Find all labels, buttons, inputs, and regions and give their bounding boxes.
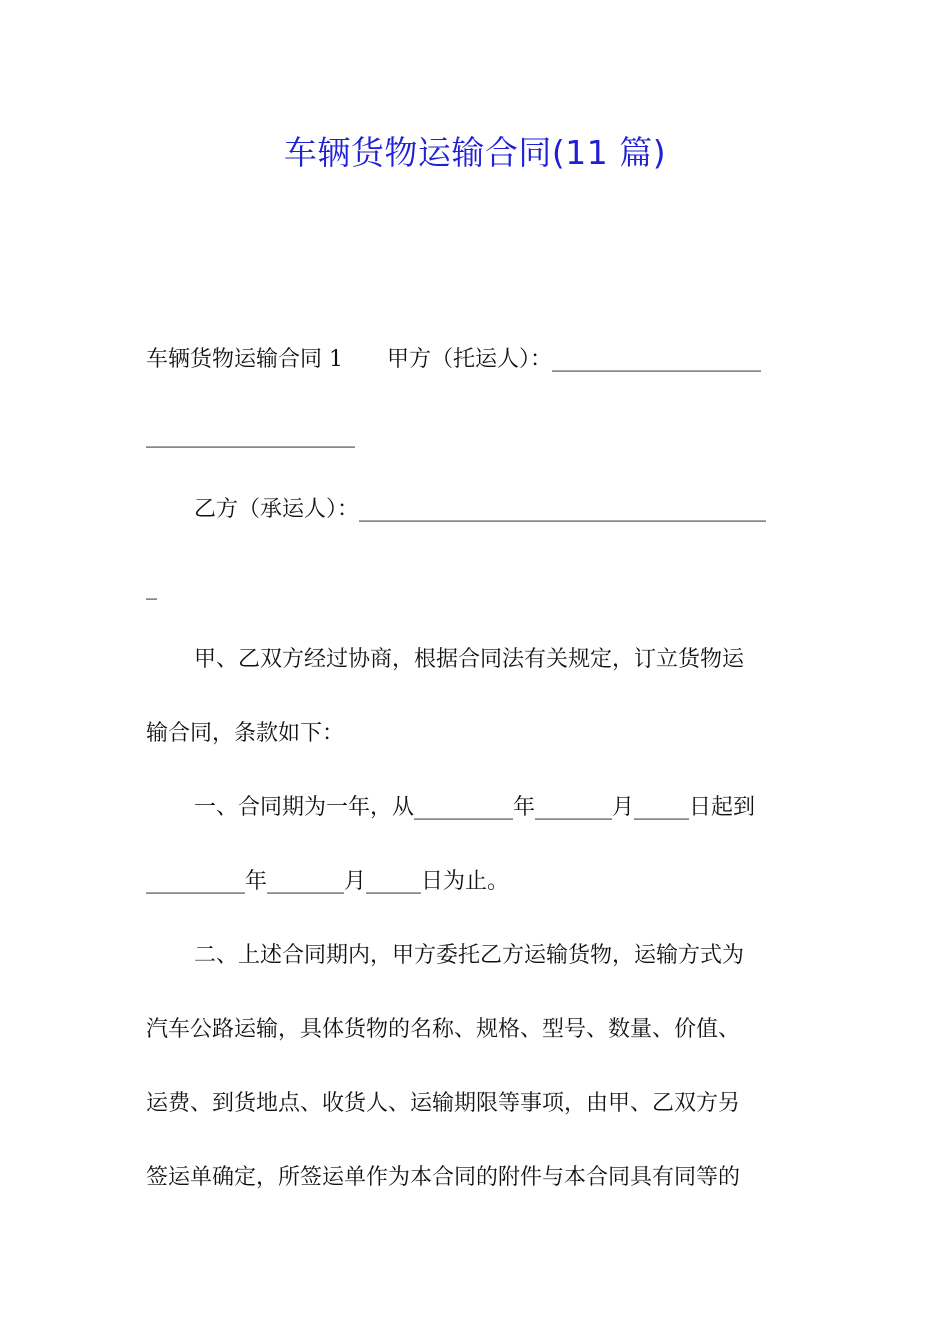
text-line: _ <box>146 575 157 600</box>
text-line: 运费、到货地点、收货人、运输期限等事项，由甲、乙双方另 <box>146 1091 741 1116</box>
text-line: 输合同，条款如下： <box>146 721 345 746</box>
text-line: ___________________ <box>146 423 355 448</box>
text-line: 汽车公路运输，具体货物的名称、规格、型号、数量、价值、 <box>146 1017 741 1042</box>
document-title: 车辆货物运输合同(11 篇) <box>283 133 667 172</box>
text-line: _________年_______月_____日为止。 <box>146 869 510 894</box>
text-line: 签运单确定，所签运单作为本合同的附件与本合同具有同等的 <box>146 1165 741 1190</box>
text-line: 甲、乙双方经过协商，根据合同法有关规定，订立货物运 <box>194 647 745 672</box>
text-line: 二、上述合同期内，甲方委托乙方运输货物，运输方式为 <box>194 943 745 968</box>
text-line: 乙方（承运人）：_____________________________________ <box>194 497 767 522</box>
text-line: 车辆货物运输合同 1 甲方（托运人）：___________________ <box>146 347 761 372</box>
text-line: 一、合同期为一年，从_________年_______月_____日起到 <box>194 795 756 820</box>
